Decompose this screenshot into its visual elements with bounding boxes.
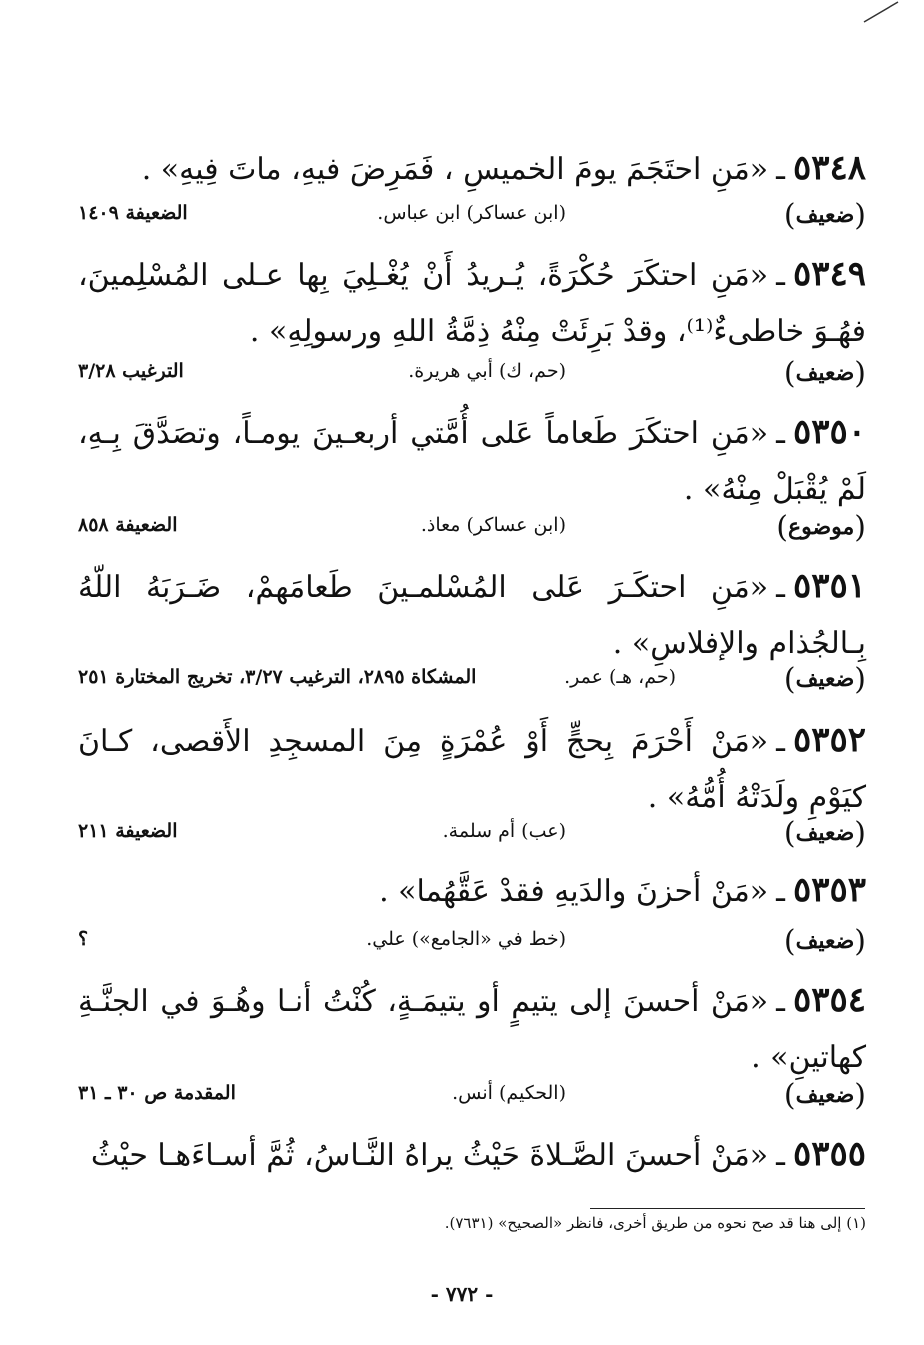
page-number: - ٧٧٢ - [430,1282,494,1306]
footnote-divider [590,1208,865,1209]
source-reference: (ابن عساكر) معاذ. [420,514,566,536]
hadith-entry: ٥٣٥٥ـ«مَنْ أحسنَ الصَّـلاةَ حَيْثُ يراهُ النَّـاسُ، ثُمَّ أسـاءَهـا حيْثُ [90,1134,866,1174]
hadith-number: ٥٣٤٨ [792,148,866,188]
hadith-entry: ٥٣٥٣ـ«مَنْ أحزنَ والدَيهِ فقدْ عَقَّهُما» . [379,870,866,910]
book-reference: الضعيفة ٨٥٨ [78,514,178,536]
hadith-text: «مَنِ احتكَرَ حُكْرَةً، يُـريدُ أَنْ يُغْـلِيَ بِها عـلى المُسْلِمينَ، فهُـوَ خاطىءٌ⁽¹⁾، وقدْ بَرِئَتْ مِنْهُ ذِمَّةُ اللهِ ورسولِهِ» . [78,258,866,349]
source-line [78,356,866,396]
grade-label: (ضعيف) [783,356,866,391]
book-reference: الضعيفة ٢١١ [78,820,178,842]
hadith-text: «مَنْ أحزنَ والدَيهِ فقدْ عَقَّهُما» . [379,874,769,909]
hadith-number: ٥٣٥٥ [792,1134,866,1174]
hadith-number: ٥٣٥٢ [792,720,866,760]
hadith-text: «مَنْ أحسنَ الصَّـلاةَ حَيْثُ يراهُ النَّـاسُ، ثُمَّ أسـاءَهـا حيْثُ [90,1138,769,1173]
hadith-text: «مَنِ احتكَرَ طَعاماً عَلى أُمَّتي أربعـينَ يومـاً، وتصَدَّقَ بِـهِ، لَمْ يُقْبَلْ مِنْهُ» . [78,416,866,507]
hadith-number: ٥٣٥٣ [792,870,866,910]
book-reference: الضعيفة ١٤٠٩ [78,202,188,224]
grade-label: (موضوع) [776,510,866,545]
book-reference: المقدمة ص ٣٠ ـ ٣١ [78,1082,236,1104]
hadith-entry: ٥٣٤٩ـ«مَنِ احتكَرَ حُكْرَةً، يُـريدُ أَنْ يُغْـلِيَ بِها عـلى المُسْلِمينَ، فهُـوَ خاطىءٌ⁽¹⁾، وقدْ بَرِئَتْ مِنْهُ ذِمَّةُ اللهِ ورسولِهِ» . [78,254,866,349]
source-line [78,662,866,702]
source-line [78,816,866,856]
hadith-number: ٥٣٤٩ [792,254,866,294]
book-reference: الترغيب ٣/٢٨ [78,360,184,382]
grade-label: (ضعيف) [783,662,866,697]
hadith-number: ٥٣٥٤ [792,980,866,1020]
hadith-text: «مَنْ أحسنَ إلى يتيمٍ أو يتيمَـةٍ، كُنْتُ أنـا وهُـوَ في الجنَّـةِ كهاتينِ» . [78,984,866,1075]
hadith-entry: ٥٣٥١ـ«مَنِ احتكَـرَ عَلى المُسْلمـينَ طَعامَهمْ، ضَـرَبَهُ اللّهُ بِـالجُذام والإفلاسِ» . [78,566,866,661]
hadith-text: «مَنِ احتَجَمَ يومَ الخميسِ ، فَمَرِضَ فيهِ، ماتَ فِيهِ» . [141,152,769,187]
source-reference: (خط في «الجامع») علي. [366,928,566,950]
source-reference: (حم، هـ) عمر. [564,666,676,688]
source-line [78,510,866,550]
source-reference: (عب) أم سلمة. [442,820,566,842]
hadith-text: «مَنْ أَحْرَمَ بِحجٍّ أَوْ عُمْرَةٍ مِنَ المسجِدِ الأَقصى، كـانَ كيَوْمِ ولَدَتْهُ أُمُّهُ» . [78,724,866,815]
hadith-text: «مَنِ احتكَـرَ عَلى المُسْلمـينَ طَعامَهمْ، ضَـرَبَهُ اللّهُ بِـالجُذام والإفلاسِ» . [78,570,866,661]
grade-label: (ضعيف) [783,1078,866,1113]
book-reference: المشكاة ٢٨٩٥، الترغيب ٣/٢٧، تخريج المختارة ٢٥١ [78,666,477,688]
hadith-entry: ٥٣٥٢ـ«مَنْ أَحْرَمَ بِحجٍّ أَوْ عُمْرَةٍ مِنَ المسجِدِ الأَقصى، كـانَ كيَوْمِ ولَدَتْهُ أُمُّهُ» . [78,720,866,815]
source-line [78,1078,866,1118]
hadith-entry: ٥٣٥٠ـ«مَنِ احتكَرَ طَعاماً عَلى أُمَّتي أربعـينَ يومـاً، وتصَدَّقَ بِـهِ، لَمْ يُقْبَلْ مِنْهُ» . [78,412,866,507]
grade-label: (ضعيف) [783,924,866,959]
grade-label: (ضعيف) [783,816,866,851]
grade-label: (ضعيف) [783,198,866,233]
hadith-number: ٥٣٥٠ [792,412,866,452]
hadith-number: ٥٣٥١ [792,566,866,606]
pen-stroke-mark [854,0,904,30]
book-reference: ؟ [78,928,89,950]
source-reference: (الحكيم) أنس. [452,1082,566,1104]
source-reference: (ابن عساكر) ابن عباس. [377,202,566,224]
hadith-entry: ٥٣٤٨ـ«مَنِ احتَجَمَ يومَ الخميسِ ، فَمَرِضَ فيهِ، ماتَ فِيهِ» . [141,148,866,188]
hadith-entry: ٥٣٥٤ـ«مَنْ أحسنَ إلى يتيمٍ أو يتيمَـةٍ، كُنْتُ أنـا وهُـوَ في الجنَّـةِ كهاتينِ» . [78,980,866,1075]
footnote: (١) إلى هنا قد صح نحوه من طريق أخرى، فانظر «الصحيح» (٧٦٣١). [444,1214,866,1232]
source-line [78,924,866,964]
source-line [78,198,866,238]
source-reference: (حم، ك) أبي هريرة. [408,360,566,382]
